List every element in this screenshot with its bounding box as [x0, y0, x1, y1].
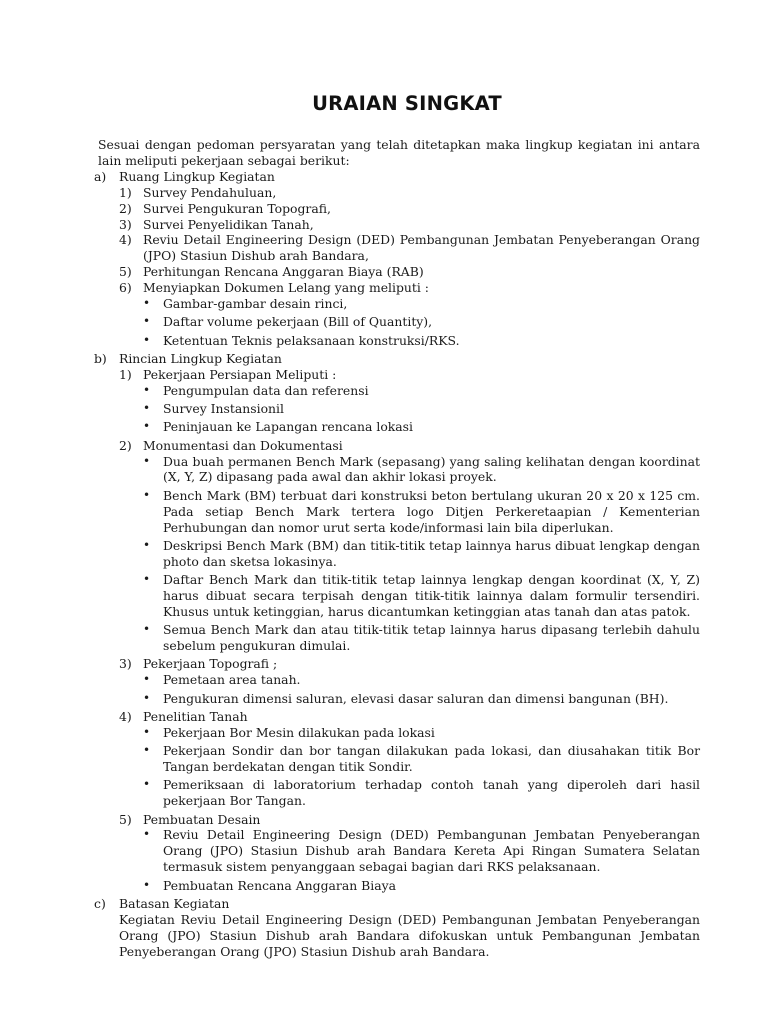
item-text: Pekerjaan Persiapan Meliputi :: [143, 366, 337, 382]
bullet-item: [94, 672, 700, 688]
item-text: Perhitungan Rencana Anggaran Biaya (RAB): [143, 264, 424, 280]
bullet-icon: •: [143, 332, 151, 347]
item-number: 1): [119, 366, 132, 382]
numbered-item: [94, 280, 700, 296]
bullet-item: [94, 725, 700, 741]
numbered-item: [94, 201, 700, 217]
bullet-text: Pemetaan area tanah.: [163, 672, 301, 688]
document-body: [94, 137, 700, 959]
item-number: 4): [119, 708, 132, 724]
section-label: b): [94, 350, 107, 366]
bullet-text: Survey Instansionil: [163, 401, 284, 417]
item-number: 1): [119, 184, 132, 200]
bullet-item: [94, 383, 700, 399]
item-text: Survey Pendahuluan,: [143, 184, 277, 200]
item-number: 3): [119, 216, 132, 232]
numbered-item: [94, 217, 700, 233]
bullet-icon: •: [143, 537, 151, 552]
intro-paragraph: Sesuai dengan pedoman persyaratan yang telah ditetapkan maka lingkup kegiatan ini antara lain meliputi pekerjaan sebagai berikut:: [98, 137, 700, 168]
bullet-item: [94, 454, 700, 486]
item-text: Survei Penyelidikan Tanah,: [143, 216, 314, 232]
item-number: 5): [119, 264, 132, 280]
bullet-item: [94, 314, 700, 330]
bullet-text: Pekerjaan Bor Mesin dilakukan pada lokasi: [163, 724, 435, 740]
bullet-item: [94, 296, 700, 312]
item-text: Penelitian Tanah: [143, 708, 248, 724]
bullet-icon: •: [143, 672, 151, 687]
bullet-icon: •: [143, 382, 151, 397]
item-number: 6): [119, 280, 132, 296]
bullet-icon: •: [143, 724, 151, 739]
section-heading: [94, 351, 700, 367]
bullet-icon: •: [143, 690, 151, 705]
bullet-text: Deskripsi Bench Mark (BM) dan titik-titik tetap lainnya harus dibuat lengkap dengan photo dan sketsa lokasinya.: [163, 537, 700, 569]
bullet-item: [94, 743, 700, 775]
bullet-item: [94, 878, 700, 894]
bullet-text: Pekerjaan Sondir dan bor tangan dilakukan pada lokasi, dan diusahakan titik Bor Tangan berdekatan dengan titik Sondir.: [163, 743, 700, 774]
bullet-item: [94, 333, 700, 349]
section-list: [94, 169, 700, 960]
bullet-item: [94, 622, 700, 654]
item-text: Pekerjaan Topografi ;: [143, 656, 278, 672]
section-title: Ruang Lingkup Kegiatan: [119, 168, 275, 184]
bullet-icon: •: [143, 401, 151, 416]
section-heading: [94, 896, 700, 912]
item-number: 3): [119, 656, 132, 672]
bullet-text: Peninjauan ke Lapangan rencana lokasi: [163, 419, 413, 435]
item-text: Pembuatan Desain: [143, 811, 261, 827]
bullet-item: [94, 827, 700, 875]
item-text: Monumentasi dan Dokumentasi: [143, 437, 343, 453]
section-title: Rincian Lingkup Kegiatan: [119, 350, 282, 366]
bullet-item: [94, 538, 700, 570]
bullet-item: [94, 691, 700, 707]
bullet-text: Pengukuran dimensi saluran, elevasi dasar saluran dan dimensi bangunan (BH).: [163, 690, 669, 706]
section-label: a): [94, 168, 107, 184]
numbered-item: [94, 438, 700, 454]
bullet-text: Pemeriksaan di laboratorium terhadap contoh tanah yang diperoleh dari hasil pekerjaan Bor Tangan.: [163, 777, 700, 809]
numbered-item: [94, 232, 700, 264]
item-number: 5): [119, 811, 132, 827]
bullet-text: Reviu Detail Engineering Design (DED) Pembangunan Jembatan Penyeberangan Orang (JPO) Stasiun Dishub arah Bandara Kereta Api Ringan Sumatera Selatan termasuk sistem penyanggaan sebagai bagian dari RKS pelaksanaan.: [163, 827, 700, 875]
numbered-item: [94, 185, 700, 201]
section-label: c): [94, 895, 106, 911]
bullet-item: [94, 572, 700, 620]
bullet-icon: •: [143, 314, 151, 329]
numbered-item: [94, 367, 700, 383]
bullet-icon: •: [143, 572, 151, 587]
bullet-icon: •: [143, 419, 151, 434]
item-text: Reviu Detail Engineering Design (DED) Pembangunan Jembatan Penyeberangan Orang (JPO) Stasiun Dishub arah Bandara,: [143, 232, 700, 264]
bullet-text: Bench Mark (BM) terbuat dari konstruksi beton bertulang ukuran 20 x 20 x 125 cm. Pada setiap Bench Mark tertera logo Ditjen Perkeretaapian / Kementerian Perhubungan dan nomor urut serta kode/informasi lain bila diperlukan.: [163, 487, 700, 535]
numbered-item: [94, 812, 700, 828]
bullet-icon: •: [143, 877, 151, 892]
bullet-text: Daftar Bench Mark dan titik-titik tetap lainnya lengkap dengan koordinat (X, Y, Z) harus dibuat secara terpisah dengan titik-titik lainnya dalam formulir tersendiri. Khusus untuk ketinggian, harus dicantumkan ketinggian atas tanah dan atas patok.: [163, 572, 700, 619]
bullet-icon: •: [143, 487, 151, 502]
numbered-item: [94, 709, 700, 725]
section-paragraph: Kegiatan Reviu Detail Engineering Design (DED) Pembangunan Jembatan Penyeberangan Orang (JPO) Stasiun Dishub arah Bandara difokuskan untuk Pembangunan Jembatan Penyeberangan Orang (JPO) Stasiun Dishub arah Bandara.: [119, 911, 700, 959]
numbered-item: [94, 264, 700, 280]
bullet-item: [94, 777, 700, 809]
section-heading: [94, 169, 700, 185]
bullet-icon: •: [143, 622, 151, 637]
bullet-text: Semua Bench Mark dan atau titik-titik tetap lainnya harus dipasang terlebih dahulu sebelum pengukuran dimulai.: [163, 622, 700, 654]
bullet-text: Gambar-gambar desain rinci,: [163, 296, 348, 312]
bullet-text: Pengumpulan data dan referensi: [163, 382, 369, 398]
section-title: Batasan Kegiatan: [119, 895, 230, 911]
document-title: URAIAN SINGKAT: [312, 92, 502, 115]
bullet-icon: •: [143, 827, 151, 842]
item-number: 2): [119, 200, 132, 216]
bullet-text: Dua buah permanen Bench Mark (sepasang) yang saling kelihatan dengan koordinat (X, Y, Z) dipasang pada awal dan akhir lokasi proyek.: [163, 453, 700, 485]
bullet-item: [94, 419, 700, 435]
bullet-text: Pembuatan Rencana Anggaran Biaya: [163, 877, 396, 893]
bullet-icon: •: [143, 777, 151, 792]
bullet-text: Daftar volume pekerjaan (Bill of Quantity),: [163, 314, 433, 330]
bullet-text: Ketentuan Teknis pelaksanaan konstruksi/RKS.: [163, 332, 460, 348]
bullet-icon: •: [143, 743, 151, 758]
item-number: 2): [119, 437, 132, 453]
bullet-icon: •: [143, 296, 151, 311]
bullet-item: [94, 401, 700, 417]
item-number: 4): [119, 232, 132, 248]
item-text: Survei Pengukuran Topografi,: [143, 200, 331, 216]
item-text: Menyiapkan Dokumen Lelang yang meliputi :: [143, 280, 429, 296]
numbered-item: [94, 656, 700, 672]
bullet-item: [94, 488, 700, 536]
bullet-icon: •: [143, 453, 151, 468]
